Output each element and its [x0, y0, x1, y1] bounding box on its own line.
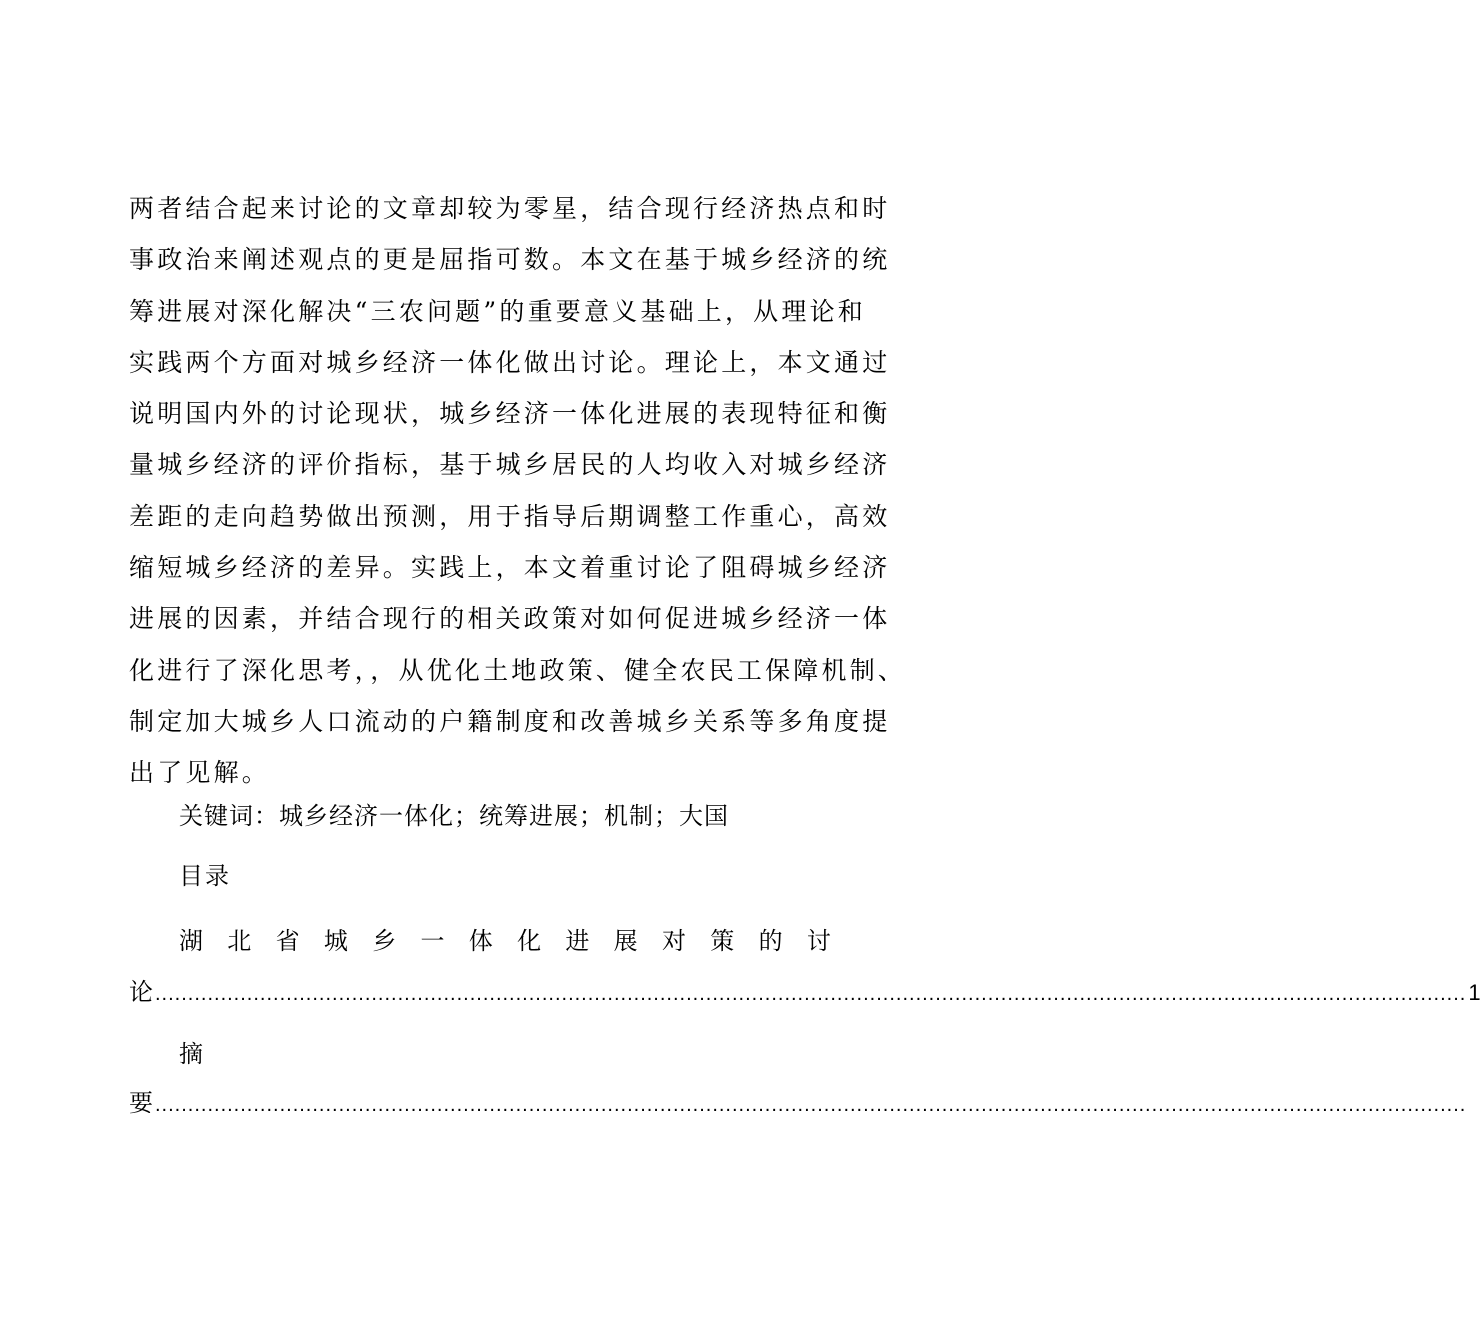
toc-entry-char: 一	[420, 927, 445, 955]
toc-entry-char: 体	[468, 927, 493, 955]
toc-entry-char: 化	[517, 927, 542, 955]
toc-entry-char: 北	[227, 927, 252, 955]
abstract-line: 事政治来阐述观点的更是屈指可数。本文在基于城乡经济的统	[129, 245, 891, 275]
toc-entry-char: 乡	[372, 927, 397, 955]
toc-entry-char: 的	[758, 927, 783, 955]
toc-entry-char: 省	[275, 927, 300, 955]
toc-entry-char: 进	[565, 927, 590, 955]
toc-entry-char: 湖	[179, 927, 203, 955]
toc-entry-char: 对	[661, 927, 686, 955]
toc-entry-tail: 论	[129, 978, 153, 1006]
toc-title: 目录	[179, 862, 231, 890]
abstract-line: 缩短城乡经济的差异。实践上，本文着重讨论了阻碍城乡经济	[129, 553, 891, 583]
abstract-body	[129, 183, 907, 799]
toc-entry-tail: 要	[129, 1089, 153, 1117]
abstract-line: 量城乡经济的评价指标，基于城乡居民的人均收入对城乡经济	[129, 450, 891, 480]
toc-page-number: 1	[1468, 980, 1481, 1005]
abstract-line: 实践两个方面对城乡经济一体化做出讨论。理论上，本文通过	[129, 347, 891, 377]
abstract-line: 两者结合起来讨论的文章却较为零星，结合现行经济热点和时	[129, 194, 891, 223]
toc-entry-char: 展	[613, 927, 638, 955]
keywords-line: 关键词：城乡经济一体化；统筹进展；机制；大国	[179, 802, 729, 830]
abstract-line: 制定加大城乡人口流动的户籍制度和改善城乡关系等多角度提	[129, 706, 891, 736]
toc-entry-leader-row[interactable]	[129, 1083, 1467, 1123]
toc-entry-char: 策	[710, 927, 735, 955]
toc-entry-title[interactable]	[179, 921, 831, 961]
abstract-line: 出了见解。	[129, 758, 271, 788]
abstract-line: 差距的走向趋势做出预测，用于指导后期调整工作重心，高效	[129, 501, 891, 531]
abstract-line: 筹进展对深化解决“三农问题”的重要意义基础上，从理论和	[129, 296, 866, 326]
toc-entry-title[interactable]: 摘	[179, 1040, 203, 1068]
abstract-line: 说明国内外的讨论现状，城乡经济一体化进展的表现特征和衡	[129, 399, 891, 429]
abstract-line: 化进行了深化思考，，从优化土地政策、健全农民工保障机制、	[129, 655, 907, 685]
toc-leader-dots: ........................................................................................................................................................................................................	[155, 1094, 1467, 1116]
toc-entry-leader-row[interactable]	[129, 972, 1481, 1012]
toc-leader-dots: ........................................................................................................................................................................................................	[155, 983, 1467, 1005]
toc-entry-char: 讨	[806, 927, 831, 955]
abstract-line: 进展的因素，并结合现行的相关政策对如何促进城乡经济一体	[129, 604, 891, 634]
toc-entry-char: 城	[323, 927, 348, 955]
